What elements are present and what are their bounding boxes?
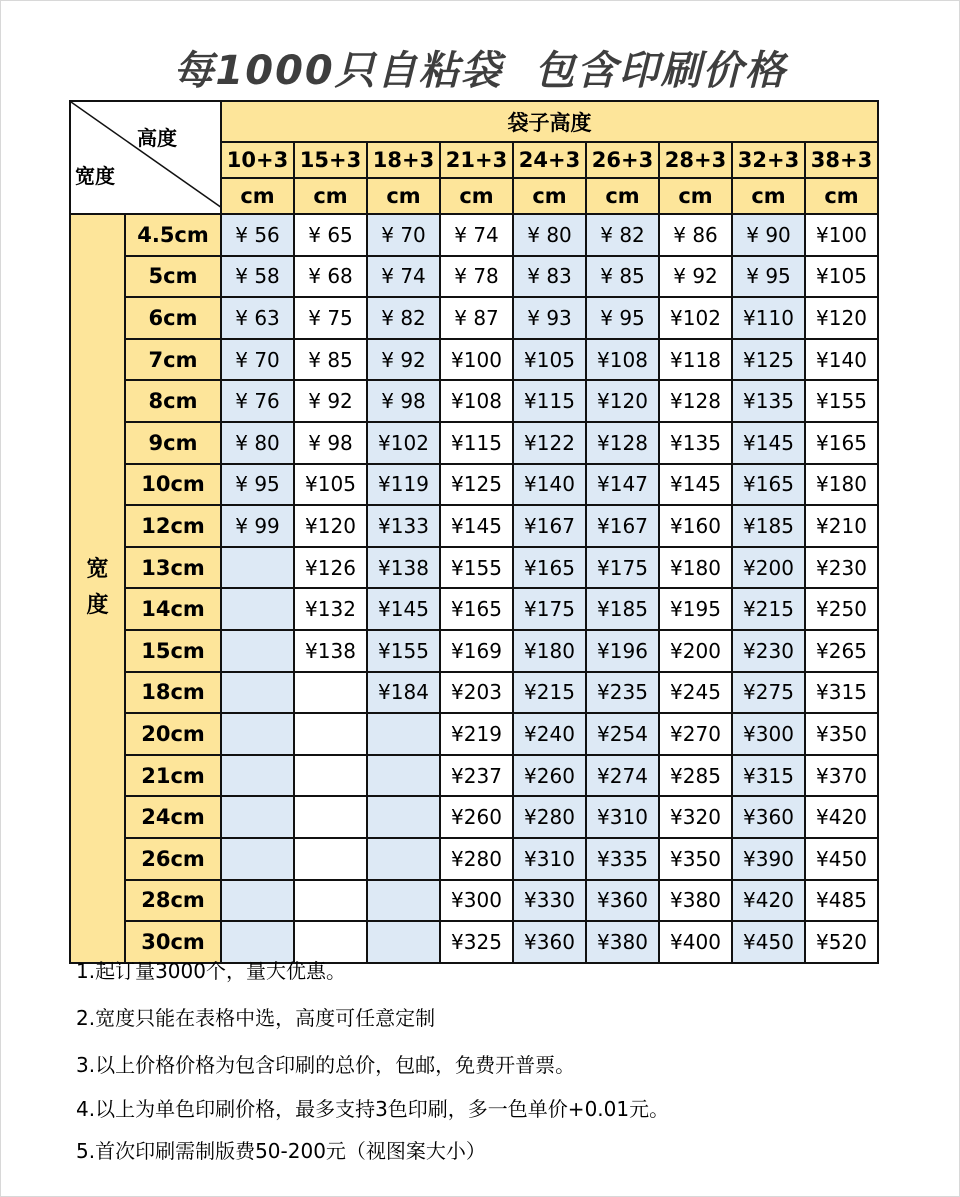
price-cell bbox=[367, 755, 440, 797]
price-cell: ¥133 bbox=[367, 505, 440, 547]
price-cell: ¥285 bbox=[659, 755, 732, 797]
price-cell: ¥280 bbox=[440, 838, 513, 880]
price-cell: ¥119 bbox=[367, 464, 440, 506]
price-cell bbox=[221, 672, 294, 714]
price-cell: ¥138 bbox=[294, 630, 367, 672]
price-cell: ¥160 bbox=[659, 505, 732, 547]
price-cell: ¥165 bbox=[805, 422, 878, 464]
row-width-label: 28cm bbox=[125, 880, 221, 922]
price-cell: ¥200 bbox=[732, 547, 805, 589]
price-cell: ¥315 bbox=[805, 672, 878, 714]
price-cell: ¥115 bbox=[440, 422, 513, 464]
price-cell: ¥125 bbox=[732, 339, 805, 381]
price-cell: ¥155 bbox=[805, 380, 878, 422]
price-cell: ¥254 bbox=[586, 713, 659, 755]
price-cell: ¥420 bbox=[805, 796, 878, 838]
column-header-height: 18+3 bbox=[367, 142, 440, 178]
price-cell: ¥ 74 bbox=[440, 214, 513, 256]
price-cell: ¥ 63 bbox=[221, 297, 294, 339]
table-row bbox=[70, 672, 878, 714]
price-cell: ¥120 bbox=[294, 505, 367, 547]
column-header-height: 26+3 bbox=[586, 142, 659, 178]
table-row bbox=[70, 588, 878, 630]
price-cell: ¥ 92 bbox=[294, 380, 367, 422]
width-side-label: 宽度 bbox=[86, 557, 109, 619]
price-cell: ¥120 bbox=[586, 380, 659, 422]
price-cell: ¥140 bbox=[805, 339, 878, 381]
table-row bbox=[70, 380, 878, 422]
price-cell: ¥138 bbox=[367, 547, 440, 589]
price-cell: ¥167 bbox=[513, 505, 586, 547]
table-row bbox=[70, 630, 878, 672]
bag-height-header: 袋子高度 bbox=[221, 101, 878, 142]
price-cell: ¥180 bbox=[513, 630, 586, 672]
price-cell: ¥ 70 bbox=[221, 339, 294, 381]
price-cell: ¥132 bbox=[294, 588, 367, 630]
price-cell: ¥ 92 bbox=[367, 339, 440, 381]
price-cell: ¥250 bbox=[805, 588, 878, 630]
price-cell: ¥165 bbox=[440, 588, 513, 630]
row-width-label: 20cm bbox=[125, 713, 221, 755]
price-cell: ¥ 99 bbox=[221, 505, 294, 547]
price-cell bbox=[221, 713, 294, 755]
table-row bbox=[70, 755, 878, 797]
price-cell: ¥184 bbox=[367, 672, 440, 714]
price-cell: ¥105 bbox=[805, 256, 878, 298]
price-cell: ¥210 bbox=[805, 505, 878, 547]
price-cell: ¥ 58 bbox=[221, 256, 294, 298]
table-row bbox=[70, 339, 878, 381]
price-cell: ¥ 76 bbox=[221, 380, 294, 422]
price-cell: ¥195 bbox=[659, 588, 732, 630]
price-cell: ¥335 bbox=[586, 838, 659, 880]
price-cell: ¥180 bbox=[805, 464, 878, 506]
price-cell: ¥ 98 bbox=[367, 380, 440, 422]
row-width-label: 24cm bbox=[125, 796, 221, 838]
column-header-height: 15+3 bbox=[294, 142, 367, 178]
price-cell: ¥ 56 bbox=[221, 214, 294, 256]
price-cell: ¥450 bbox=[732, 921, 805, 963]
price-cell: ¥165 bbox=[732, 464, 805, 506]
price-cell: ¥ 82 bbox=[367, 297, 440, 339]
price-cell: ¥175 bbox=[586, 547, 659, 589]
price-cell: ¥110 bbox=[732, 297, 805, 339]
table-row bbox=[70, 713, 878, 755]
price-cell: ¥200 bbox=[659, 630, 732, 672]
price-cell: ¥260 bbox=[513, 755, 586, 797]
price-cell: ¥196 bbox=[586, 630, 659, 672]
price-cell: ¥126 bbox=[294, 547, 367, 589]
price-cell: ¥ 90 bbox=[732, 214, 805, 256]
price-cell: ¥145 bbox=[440, 505, 513, 547]
price-cell: ¥122 bbox=[513, 422, 586, 464]
price-cell: ¥485 bbox=[805, 880, 878, 922]
price-cell: ¥ 68 bbox=[294, 256, 367, 298]
price-cell: ¥ 80 bbox=[221, 422, 294, 464]
price-cell: ¥240 bbox=[513, 713, 586, 755]
price-cell bbox=[367, 838, 440, 880]
table-row bbox=[70, 547, 878, 589]
column-header-unit: cm bbox=[805, 178, 878, 214]
price-cell: ¥ 65 bbox=[294, 214, 367, 256]
price-cell: ¥180 bbox=[659, 547, 732, 589]
row-width-label: 5cm bbox=[125, 256, 221, 298]
price-cell bbox=[367, 880, 440, 922]
price-cell: ¥145 bbox=[732, 422, 805, 464]
corner-width-label: 宽度 bbox=[75, 164, 115, 188]
price-cell: ¥230 bbox=[732, 630, 805, 672]
price-cell: ¥155 bbox=[367, 630, 440, 672]
price-cell: ¥185 bbox=[586, 588, 659, 630]
price-cell bbox=[221, 796, 294, 838]
price-cell bbox=[367, 796, 440, 838]
column-header-unit: cm bbox=[513, 178, 586, 214]
row-width-label: 21cm bbox=[125, 755, 221, 797]
row-width-label: 10cm bbox=[125, 464, 221, 506]
price-cell: ¥ 74 bbox=[367, 256, 440, 298]
price-cell bbox=[221, 755, 294, 797]
table-row bbox=[70, 838, 878, 880]
price-cell: ¥237 bbox=[440, 755, 513, 797]
price-cell: ¥350 bbox=[659, 838, 732, 880]
row-width-label: 15cm bbox=[125, 630, 221, 672]
price-cell bbox=[294, 755, 367, 797]
price-cell: ¥125 bbox=[440, 464, 513, 506]
table-row bbox=[70, 505, 878, 547]
table-row bbox=[70, 796, 878, 838]
price-cell: ¥215 bbox=[732, 588, 805, 630]
table-row bbox=[70, 880, 878, 922]
price-cell: ¥167 bbox=[586, 505, 659, 547]
column-header-height: 24+3 bbox=[513, 142, 586, 178]
note-item: 5.首次印刷需制版费50-200元（视图案大小） bbox=[76, 1139, 486, 1163]
table-corner-cell bbox=[70, 101, 221, 214]
price-cell: ¥128 bbox=[586, 422, 659, 464]
price-cell: ¥ 93 bbox=[513, 297, 586, 339]
table-row bbox=[70, 422, 878, 464]
price-cell: ¥520 bbox=[805, 921, 878, 963]
price-cell: ¥185 bbox=[732, 505, 805, 547]
note-item: 2.宽度只能在表格中选，高度可任意定制 bbox=[76, 1006, 436, 1030]
price-cell: ¥300 bbox=[732, 713, 805, 755]
price-cell: ¥128 bbox=[659, 380, 732, 422]
price-cell bbox=[221, 880, 294, 922]
price-cell: ¥115 bbox=[513, 380, 586, 422]
price-cell: ¥100 bbox=[805, 214, 878, 256]
table-row bbox=[70, 214, 878, 256]
price-cell: ¥230 bbox=[805, 547, 878, 589]
price-cell: ¥140 bbox=[513, 464, 586, 506]
column-header-height: 38+3 bbox=[805, 142, 878, 178]
price-cell: ¥ 92 bbox=[659, 256, 732, 298]
price-cell bbox=[294, 672, 367, 714]
row-width-label: 18cm bbox=[125, 672, 221, 714]
price-cell: ¥390 bbox=[732, 838, 805, 880]
row-width-label: 9cm bbox=[125, 422, 221, 464]
row-width-label: 8cm bbox=[125, 380, 221, 422]
price-cell: ¥280 bbox=[513, 796, 586, 838]
column-header-height: 32+3 bbox=[732, 142, 805, 178]
price-cell: ¥310 bbox=[586, 796, 659, 838]
row-width-label: 12cm bbox=[125, 505, 221, 547]
price-cell: ¥325 bbox=[440, 921, 513, 963]
price-cell: ¥274 bbox=[586, 755, 659, 797]
price-cell: ¥380 bbox=[659, 880, 732, 922]
price-cell: ¥315 bbox=[732, 755, 805, 797]
column-header-height: 10+3 bbox=[221, 142, 294, 178]
price-cell: ¥155 bbox=[440, 547, 513, 589]
price-cell: ¥ 83 bbox=[513, 256, 586, 298]
row-width-label: 6cm bbox=[125, 297, 221, 339]
price-cell: ¥145 bbox=[367, 588, 440, 630]
price-cell: ¥108 bbox=[586, 339, 659, 381]
price-cell bbox=[221, 547, 294, 589]
price-cell: ¥ 80 bbox=[513, 214, 586, 256]
price-cell: ¥260 bbox=[440, 796, 513, 838]
price-cell bbox=[367, 921, 440, 963]
row-width-label: 26cm bbox=[125, 838, 221, 880]
price-cell: ¥ 98 bbox=[294, 422, 367, 464]
price-cell: ¥320 bbox=[659, 796, 732, 838]
column-header-unit: cm bbox=[221, 178, 294, 214]
price-cell: ¥350 bbox=[805, 713, 878, 755]
column-header-unit: cm bbox=[732, 178, 805, 214]
price-cell: ¥370 bbox=[805, 755, 878, 797]
page-title: 每1000只自粘袋 包含印刷价格 bbox=[173, 48, 787, 94]
price-cell bbox=[221, 838, 294, 880]
price-cell: ¥330 bbox=[513, 880, 586, 922]
corner-height-label: 高度 bbox=[137, 126, 177, 150]
price-cell: ¥265 bbox=[805, 630, 878, 672]
width-side-header bbox=[70, 214, 125, 963]
price-cell: ¥219 bbox=[440, 713, 513, 755]
price-cell: ¥ 78 bbox=[440, 256, 513, 298]
price-cell: ¥100 bbox=[440, 339, 513, 381]
price-cell: ¥105 bbox=[294, 464, 367, 506]
price-cell bbox=[294, 796, 367, 838]
column-header-unit: cm bbox=[367, 178, 440, 214]
column-header-unit: cm bbox=[659, 178, 732, 214]
price-cell: ¥ 85 bbox=[586, 256, 659, 298]
row-width-label: 4.5cm bbox=[125, 214, 221, 256]
price-cell: ¥215 bbox=[513, 672, 586, 714]
table-row bbox=[70, 297, 878, 339]
price-cell bbox=[367, 713, 440, 755]
column-header-unit: cm bbox=[586, 178, 659, 214]
price-cell: ¥118 bbox=[659, 339, 732, 381]
price-cell bbox=[294, 880, 367, 922]
price-cell: ¥450 bbox=[805, 838, 878, 880]
price-cell: ¥169 bbox=[440, 630, 513, 672]
price-cell: ¥135 bbox=[659, 422, 732, 464]
price-cell: ¥ 82 bbox=[586, 214, 659, 256]
price-cell: ¥380 bbox=[586, 921, 659, 963]
price-cell bbox=[221, 630, 294, 672]
price-cell: ¥147 bbox=[586, 464, 659, 506]
price-cell: ¥275 bbox=[732, 672, 805, 714]
price-cell bbox=[294, 713, 367, 755]
column-header-unit: cm bbox=[440, 178, 513, 214]
price-cell: ¥300 bbox=[440, 880, 513, 922]
note-item: 3.以上价格价格为包含印刷的总价，包邮，免费开普票。 bbox=[76, 1053, 576, 1077]
price-cell: ¥135 bbox=[732, 380, 805, 422]
table-row bbox=[70, 464, 878, 506]
price-cell: ¥360 bbox=[732, 796, 805, 838]
price-table bbox=[69, 100, 879, 964]
price-cell: ¥108 bbox=[440, 380, 513, 422]
price-cell: ¥175 bbox=[513, 588, 586, 630]
column-header-unit: cm bbox=[294, 178, 367, 214]
price-cell: ¥102 bbox=[367, 422, 440, 464]
note-item: 1.起订量3000个，量大优惠。 bbox=[76, 959, 346, 983]
row-width-label: 30cm bbox=[125, 921, 221, 963]
price-cell: ¥245 bbox=[659, 672, 732, 714]
price-cell: ¥235 bbox=[586, 672, 659, 714]
price-cell: ¥360 bbox=[513, 921, 586, 963]
price-cell: ¥ 70 bbox=[367, 214, 440, 256]
price-cell: ¥ 95 bbox=[732, 256, 805, 298]
price-cell: ¥270 bbox=[659, 713, 732, 755]
price-cell: ¥ 95 bbox=[586, 297, 659, 339]
column-header-height: 21+3 bbox=[440, 142, 513, 178]
price-cell: ¥ 86 bbox=[659, 214, 732, 256]
price-cell: ¥165 bbox=[513, 547, 586, 589]
price-cell: ¥ 95 bbox=[221, 464, 294, 506]
column-header-height: 28+3 bbox=[659, 142, 732, 178]
price-cell: ¥310 bbox=[513, 838, 586, 880]
corner-diagonal-line bbox=[71, 102, 221, 208]
price-cell: ¥400 bbox=[659, 921, 732, 963]
price-cell: ¥420 bbox=[732, 880, 805, 922]
price-cell: ¥145 bbox=[659, 464, 732, 506]
price-cell bbox=[294, 838, 367, 880]
row-width-label: 7cm bbox=[125, 339, 221, 381]
price-cell: ¥102 bbox=[659, 297, 732, 339]
table-row bbox=[70, 256, 878, 298]
price-cell: ¥ 87 bbox=[440, 297, 513, 339]
row-width-label: 14cm bbox=[125, 588, 221, 630]
note-item: 4.以上为单色印刷价格，最多支持3色印刷，多一色单价+0.01元。 bbox=[76, 1097, 670, 1121]
price-cell: ¥120 bbox=[805, 297, 878, 339]
price-cell: ¥105 bbox=[513, 339, 586, 381]
price-cell bbox=[221, 588, 294, 630]
price-cell: ¥360 bbox=[586, 880, 659, 922]
price-cell: ¥ 85 bbox=[294, 339, 367, 381]
row-width-label: 13cm bbox=[125, 547, 221, 589]
price-cell: ¥203 bbox=[440, 672, 513, 714]
price-cell: ¥ 75 bbox=[294, 297, 367, 339]
